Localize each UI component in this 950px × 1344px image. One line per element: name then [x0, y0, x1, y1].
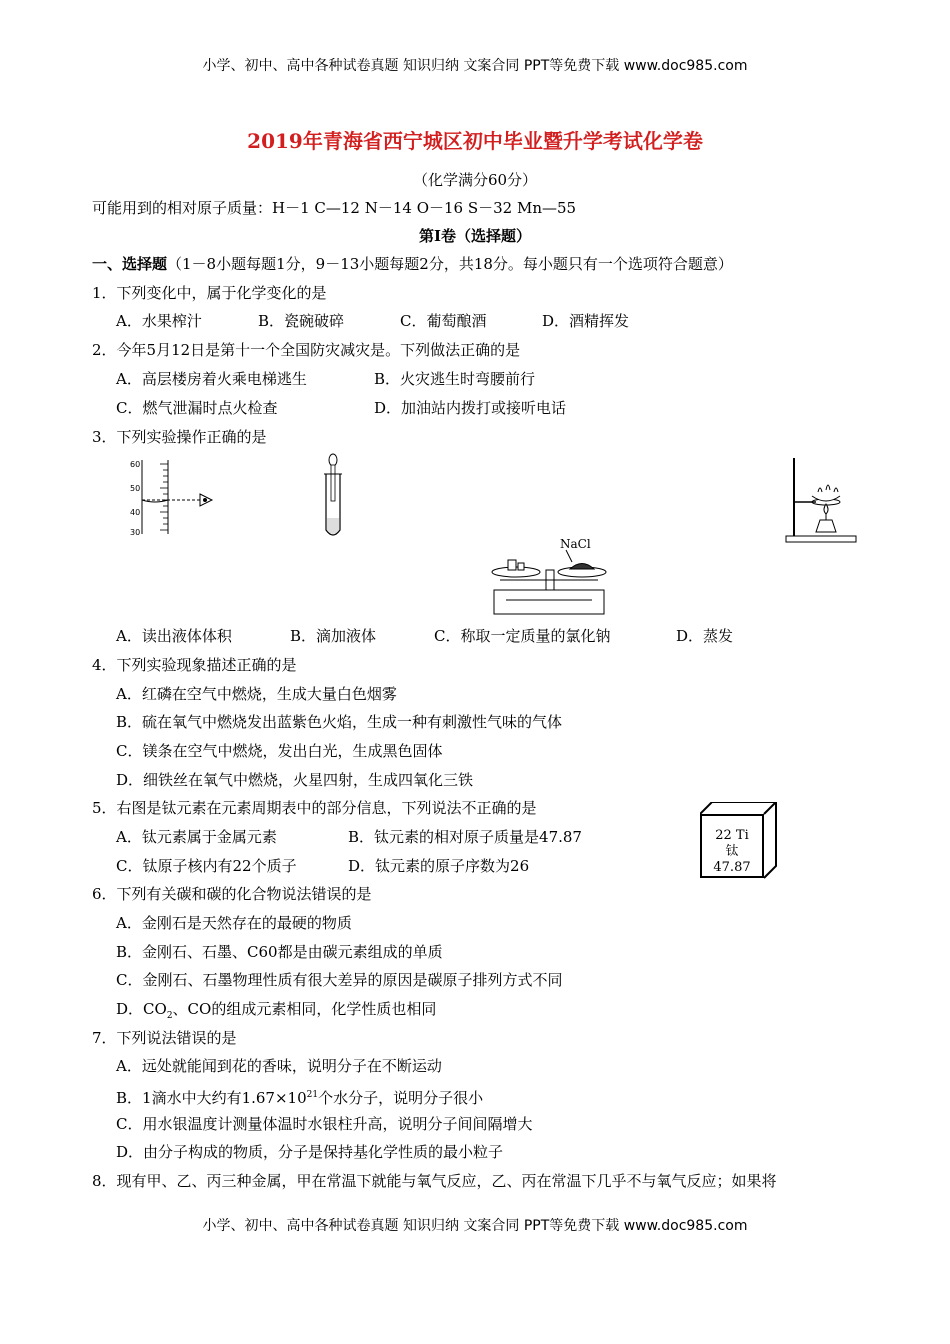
q6-d-post: 、CO的组成元素相同，化学性质也相同	[172, 1000, 437, 1018]
q6-stem: 6．下列有关碳和碳的化合物说法错误的是	[92, 885, 372, 903]
element-name: 钛	[725, 844, 739, 859]
q7-b-post: 个水分子，说明分子很小	[318, 1089, 484, 1107]
q5-stem: 5．右图是钛元素在元素周期表中的部分信息，下列说法不正确的是	[92, 799, 537, 817]
cyl-tick-60: 60	[130, 460, 141, 469]
balance-figure	[486, 536, 616, 618]
q3-stem: 3．下列实验操作正确的是	[92, 428, 267, 446]
exam-subtitle: （化学满分60分）	[412, 171, 538, 189]
q6-d-sub: 2	[166, 1011, 173, 1021]
q6-option-a: A．金刚石是天然存在的最硬的物质	[116, 914, 352, 932]
nacl-label: NaCl	[560, 537, 591, 551]
q1-stem: 1．下列变化中，属于化学变化的是	[92, 284, 327, 302]
page-footer: 小学、初中、高中各种试卷真题 知识归纳 文案合同 PPT等免费下载 www.doc985.com	[202, 1218, 748, 1234]
q2-option-d: D．加油站内拨打或接听电话	[374, 399, 567, 417]
q6-d-pre: D．CO	[116, 1000, 167, 1018]
page-header: 小学、初中、高中各种试卷真题 知识归纳 文案合同 PPT等免费下载 www.doc985.com	[202, 58, 748, 74]
q5-option-c: C．钛原子核内有22个质子	[116, 857, 297, 875]
q3-option-a: A．读出液体体积	[116, 627, 232, 645]
element-symbol: Ti	[735, 828, 749, 843]
element-face	[700, 814, 764, 878]
q1-option-d: D．酒精挥发	[542, 312, 630, 330]
q8-stem: 8．现有甲、乙、丙三种金属，甲在常温下就能与氧气反应，乙、丙在常温下几乎不与氧气反应；如果将	[92, 1172, 777, 1190]
q3-option-c: C．称取一定质量的氯化钠	[434, 627, 611, 645]
cyl-tick-50: 50	[130, 484, 141, 493]
part-one-heading	[92, 254, 733, 274]
section-title: 第Ⅰ卷（选择题）	[418, 227, 532, 245]
q1-option-c: C．葡萄酿酒	[400, 312, 487, 330]
part-one-label: 一、选择题	[92, 255, 168, 273]
q5-option-a: A．钛元素属于金属元素	[116, 828, 277, 846]
q2-option-a: A．高层楼房着火乘电梯逃生	[116, 370, 307, 388]
q6-option-d	[116, 999, 436, 1026]
q4-option-b: B．硫在氧气中燃烧发出蓝紫色火焰，生成一种有刺激性气味的气体	[116, 713, 563, 731]
q7-option-c: C．用水银温度计测量体温时水银柱升高，说明分子间间隔增大	[116, 1115, 533, 1133]
q1-option-b: B．瓷碗破碎	[258, 312, 345, 330]
q7-option-d: D．由分子构成的物质，分子是保持基化学性质的最小粒子	[116, 1143, 504, 1161]
cyl-tick-40: 40	[130, 508, 141, 517]
q7-stem: 7．下列说法错误的是	[92, 1029, 237, 1047]
q4-option-c: C．镁条在空气中燃烧，发出白光，生成黑色固体	[116, 742, 443, 760]
atomic-mass-line: 可能用到的相对原子质量：H－1 C—12 N－14 O－16 S－32 Mn—55	[92, 199, 577, 217]
q5-option-b: B．钛元素的相对原子质量是47.87	[348, 828, 582, 846]
dropper-test-tube-figure	[318, 452, 348, 542]
q1-option-a: A．水果榨汁	[116, 312, 202, 330]
titanium-element-card	[700, 802, 778, 880]
q4-stem: 4．下列实验现象描述正确的是	[92, 656, 297, 674]
q6-option-b: B．金刚石、石墨、C60都是由碳元素组成的单质	[116, 943, 443, 961]
graduated-cylinder-figure	[128, 456, 228, 540]
q5-option-d: D．钛元素的原子序数为26	[348, 857, 530, 875]
q4-option-a: A．红磷在空气中燃烧，生成大量白色烟雾	[116, 685, 397, 703]
q2-option-c: C．燃气泄漏时点火检查	[116, 399, 278, 417]
q6-option-c: C．金刚石、石墨物理性质有很大差异的原因是碳原子排列方式不同	[116, 971, 563, 989]
q4-option-d: D．细铁丝在氧气中燃烧，火星四射，生成四氧化三铁	[116, 771, 474, 789]
q2-option-b: B．火灾逃生时弯腰前行	[374, 370, 536, 388]
q3-option-d: D．蒸发	[676, 627, 734, 645]
cyl-tick-30: 30	[130, 528, 141, 537]
element-mass: 47.87	[713, 860, 751, 875]
evaporation-figure	[782, 454, 872, 544]
q3-option-b: B．滴加液体	[290, 627, 377, 645]
q2-stem: 2．今年5月12日是第十一个全国防灾减灾是。下列做法正确的是	[92, 341, 521, 359]
q7-option-a: A．远处就能闻到花的香味，说明分子在不断运动	[116, 1057, 442, 1075]
element-number: 22	[715, 828, 732, 843]
exam-title: 2019年青海省西宁城区初中毕业暨升学考试化学卷	[247, 129, 703, 153]
q7-b-sup: 21	[306, 1090, 319, 1100]
q7-b-pre: B．1滴水中大约有1.67×10	[116, 1089, 307, 1107]
part-one-desc: （1－8小题每题1分，9－13小题每题2分，共18分。每小题只有一个选项符合题意）	[167, 255, 733, 273]
q7-option-b	[116, 1085, 483, 1108]
